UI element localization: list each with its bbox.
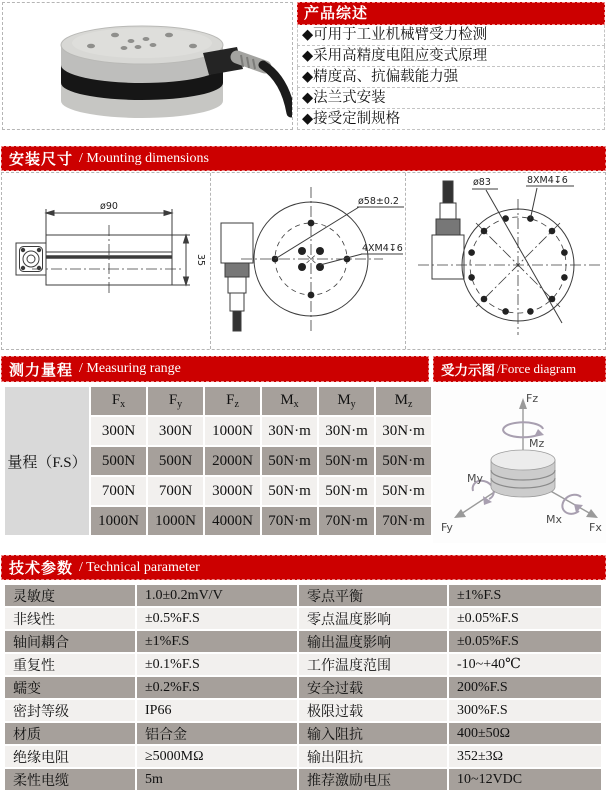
drawing-side-view [2, 173, 210, 349]
param-value: ±0.05%F.S [449, 608, 601, 629]
param-name: 重复性 [5, 654, 135, 675]
cell: 1000N [205, 417, 260, 445]
param-name: 工作温度范围 [299, 654, 447, 675]
table-row [5, 677, 601, 698]
param-value: ±1%F.S [137, 631, 297, 652]
banner-title-zh: 测力量程 [9, 362, 74, 379]
param-name: 输入阻抗 [299, 723, 447, 744]
col-header: $F_z$ [205, 387, 260, 415]
banner-technical-parameter [1, 555, 606, 580]
cell: 1000N [91, 507, 146, 535]
overview-item: ◆可用于工业机械臂受力检测 [297, 25, 605, 46]
technical-parameters-table [3, 583, 603, 792]
param-name: 密封等级 [5, 700, 135, 721]
param-value: 5m [137, 769, 297, 790]
label-mz: Mz [529, 437, 545, 450]
table-row [5, 723, 601, 744]
param-value: ±0.5%F.S [137, 608, 297, 629]
param-name: 零点温度影响 [299, 608, 447, 629]
overview-item: ◆法兰式安装 [297, 88, 605, 109]
col-header: $F_x$ [91, 387, 146, 415]
param-value: ±0.2%F.S [137, 677, 297, 698]
cell: 500N [148, 447, 203, 475]
label-my: My [467, 472, 484, 485]
param-name: 蠕变 [5, 677, 135, 698]
cell: 4000N [205, 507, 260, 535]
table-row [5, 585, 601, 606]
cell: 50N·m [376, 477, 431, 505]
cell: 30N·m [319, 417, 374, 445]
overview-item: ◆采用高精度电阻应变式原理 [297, 46, 605, 67]
param-value: IP66 [137, 700, 297, 721]
dim-height-35: 35 [195, 253, 206, 267]
param-name: 极限过载 [299, 700, 447, 721]
banner-title-en: / Technical parameter [79, 559, 200, 575]
cell: 70N·m [319, 507, 374, 535]
table-row [5, 631, 601, 652]
param-name: 输出温度影响 [299, 631, 447, 652]
product-photo [3, 3, 292, 129]
param-value: 1.0±0.2mV/V [137, 585, 297, 606]
label-mx: Mx [546, 513, 563, 526]
param-value: 300%F.S [449, 700, 601, 721]
cell: 700N [91, 477, 146, 505]
dim-diameter-90: ø90 [100, 201, 118, 212]
cell: 50N·m [262, 447, 317, 475]
label-fz: Fz [526, 392, 539, 405]
label-fx: Fx [589, 521, 602, 534]
banner-title-en: / Mounting dimensions [79, 150, 209, 166]
table-row [5, 746, 601, 767]
param-value: 200%F.S [449, 677, 601, 698]
cell: 700N [148, 477, 203, 505]
col-header: $M_z$ [376, 387, 431, 415]
param-value: 352±3Ω [449, 746, 601, 767]
drawing-bottom-view [405, 173, 605, 349]
cell: 70N·m [376, 507, 431, 535]
cell: 300N [148, 417, 203, 445]
param-name: 柔性电缆 [5, 769, 135, 790]
table-row [5, 700, 601, 721]
dim-bolt-circle-58: ø58±0.2 [358, 196, 399, 207]
param-value: ±0.1%F.S [137, 654, 297, 675]
col-header: $M_x$ [262, 387, 317, 415]
param-value: ±1%F.S [449, 585, 601, 606]
drawing-top-view [210, 173, 405, 349]
sensor-top-highlight [72, 28, 212, 58]
banner-title-en: /Force diagram [497, 361, 577, 376]
cell: 500N [91, 447, 146, 475]
cell: 30N·m [262, 417, 317, 445]
col-header: $M_y$ [319, 387, 374, 415]
force-diagram [433, 385, 606, 543]
param-value: 铝合金 [137, 723, 297, 744]
col-header: $F_y$ [148, 387, 203, 415]
param-name: 轴间耦合 [5, 631, 135, 652]
dim-bolt-circle-83: ø83 [473, 177, 491, 188]
banner-mounting-dimensions [1, 146, 606, 171]
label-fy: Fy [441, 521, 453, 534]
param-name: 零点平衡 [299, 585, 447, 606]
table-row [5, 654, 601, 675]
cell: 2000N [205, 447, 260, 475]
range-row-label: 量程（F.S） [5, 387, 89, 535]
measuring-range-table [3, 385, 433, 537]
banner-title-zh: 安装尺寸 [9, 152, 74, 168]
param-name: 非线性 [5, 608, 135, 629]
table-row [5, 608, 601, 629]
product-overview [297, 2, 605, 130]
param-name: 推荐激励电压 [299, 769, 447, 790]
cell: 300N [91, 417, 146, 445]
param-value: 10~12VDC [449, 769, 601, 790]
cell: 50N·m [319, 477, 374, 505]
param-value: ±0.05%F.S [449, 631, 601, 652]
param-name: 绝缘电阻 [5, 746, 135, 767]
cell: 50N·m [262, 477, 317, 505]
banner-title-en: / Measuring range [79, 361, 181, 376]
table-row [5, 387, 431, 415]
param-name: 输出阻抗 [299, 746, 447, 767]
param-value: 400±50Ω [449, 723, 601, 744]
overview-title: 产品综述 [297, 2, 605, 25]
cable [263, 65, 291, 113]
cell: 30N·m [376, 417, 431, 445]
param-name: 灵敏度 [5, 585, 135, 606]
overview-item: ◆接受定制规格 [297, 109, 605, 130]
table-row [5, 769, 601, 790]
dim-holes-8xm4: 8XM4↧6 [527, 175, 568, 186]
param-value: -10~+40℃ [449, 654, 601, 675]
banner-measuring-range [1, 356, 429, 382]
param-name: 安全过载 [299, 677, 447, 698]
dim-holes-4xm4: 4XM4↧6 [362, 243, 403, 254]
product-photo-box [2, 2, 293, 130]
banner-title-zh: 技术参数 [9, 561, 74, 577]
param-value: ≥5000MΩ [137, 746, 297, 767]
cell: 3000N [205, 477, 260, 505]
param-name: 材质 [5, 723, 135, 744]
banner-force-diagram [433, 356, 606, 382]
cell: 1000N [148, 507, 203, 535]
banner-title-zh: 受力示图 [441, 363, 495, 378]
cell: 50N·m [376, 447, 431, 475]
mounting-drawings [1, 172, 606, 350]
cell: 50N·m [319, 447, 374, 475]
cell: 70N·m [262, 507, 317, 535]
overview-item: ◆精度高、抗偏载能力强 [297, 67, 605, 88]
